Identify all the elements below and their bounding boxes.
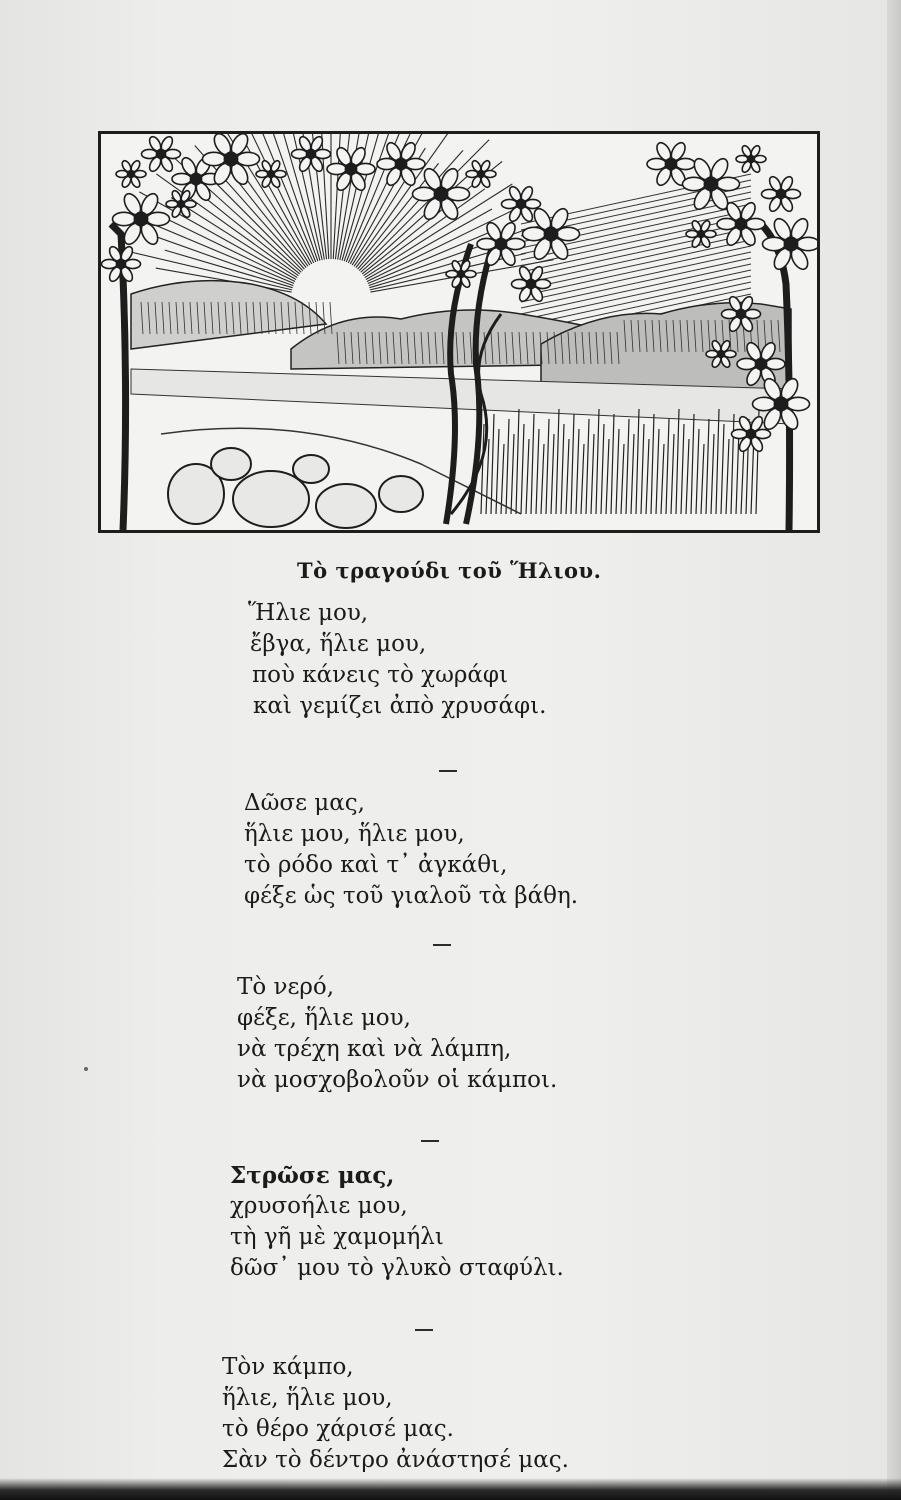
stanza-3 (237, 972, 557, 1096)
mountain-left (131, 281, 326, 349)
stanza-line: ποὺ κάνεις τὸ χωράφι (252, 662, 509, 688)
stanza-line: νὰ τρέχη καὶ νὰ λάμπη, (237, 1036, 512, 1062)
stanza-line: Στρῶσε μας, (230, 1162, 395, 1189)
stanza-separator (433, 944, 451, 946)
stanza-line: ἥλιε, ἥλιε μου, (222, 1385, 393, 1411)
stanza-line: καὶ γεμίζει ἀπὸ χρυσάφι. (253, 693, 547, 719)
stanza-line: Δῶσε μας, (244, 790, 365, 816)
stanza-2 (244, 788, 578, 912)
stanza-line: δῶσ᾽ μου τὸ γλυκὸ σταφύλι. (230, 1255, 564, 1281)
ink-speck (84, 1067, 88, 1071)
stanza-line: Σὰν τὸ δέντρο ἀνάστησέ μας. (222, 1447, 569, 1473)
poem-title: Τὸ τραγούδι τοῦ Ἥλιου. (297, 558, 602, 583)
stanza-line: φέξε ὡς τοῦ γιαλοῦ τὰ βάθη. (244, 883, 579, 909)
stanza-line: ἥλιε μου, ἥλιε μου, (244, 821, 465, 847)
page-edge (887, 0, 901, 1500)
landscape-drawing (101, 134, 817, 530)
stanza-line: χρυσοήλιε μου, (230, 1193, 408, 1219)
stanza-5 (222, 1352, 569, 1476)
stanza-line: τὴ γῆ μὲ χαμομήλι (230, 1224, 444, 1250)
stanza-line: τὸ θέρο χάρισέ μας. (222, 1416, 454, 1442)
stanza-line: ἔβγα, ἥλιε μου, (250, 631, 427, 657)
stanza-line: Τὸ νερό, (237, 974, 335, 1000)
reed-field (481, 409, 759, 514)
stanza-line: νὰ μοσχοβολοῦν οἱ κάμποι. (237, 1067, 558, 1093)
stanza-line: Τὸν κάμπο, (222, 1354, 354, 1380)
woodcut-illustration (98, 131, 820, 533)
stanza-separator (421, 1140, 439, 1142)
stanza-separator (439, 770, 457, 772)
stanza-line: τὸ ρόδο καὶ τ᾽ ἀγκάθι, (244, 852, 508, 878)
page-bottom-shadow (0, 1478, 901, 1500)
stanza-line: Ἥλιε μου, (248, 600, 369, 626)
stanza-line: φέξε, ἥλιε μου, (237, 1005, 411, 1031)
fruit-pile (168, 448, 423, 528)
stanza-4 (230, 1160, 564, 1284)
stanza-1 (248, 598, 547, 722)
stanza-separator (415, 1329, 433, 1331)
